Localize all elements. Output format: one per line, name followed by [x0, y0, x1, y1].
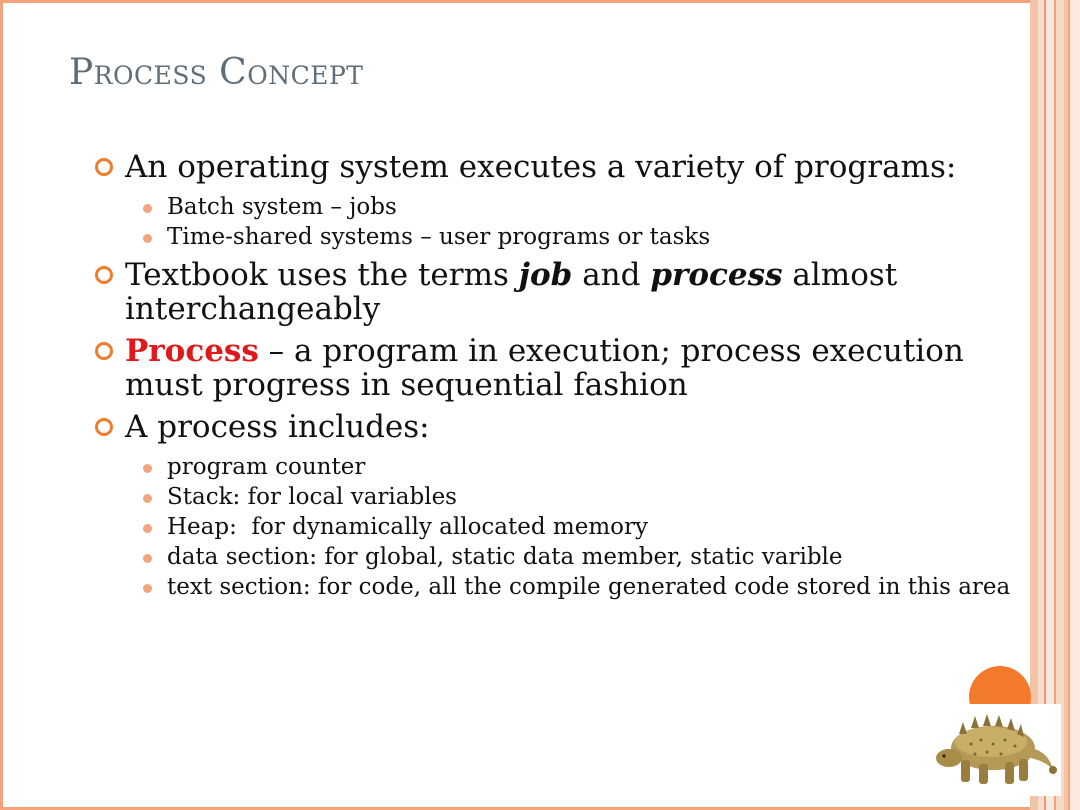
bullet-item: [95, 258, 1015, 326]
dot-bullet-icon: [143, 524, 152, 533]
sub-bullet-item: [95, 192, 1015, 222]
bullet-item: [95, 410, 1015, 444]
sub-bullet-item: [95, 452, 1015, 482]
sub-bullet-text: Stack: for local variables: [167, 484, 457, 510]
bullet-group-4: [95, 410, 1015, 602]
sub-bullet-item: [95, 512, 1015, 542]
dot-bullet-icon: [143, 464, 152, 473]
dinosaur-icon: [931, 704, 1061, 796]
bullet-text: A process includes:: [125, 409, 430, 445]
dot-bullet-icon: [143, 494, 152, 503]
ring-bullet-icon: [95, 266, 113, 284]
slide-title: Process Concept: [69, 52, 364, 93]
sub-bullet-item: [95, 542, 1015, 572]
dot-bullet-icon: [143, 554, 152, 563]
sub-bullet-text: Time-shared systems – user programs or tasks: [167, 224, 711, 250]
ring-bullet-icon: [95, 418, 113, 436]
term-job: job: [518, 257, 573, 293]
ring-bullet-icon: [95, 158, 113, 176]
bullet-text-part: Textbook uses the terms: [125, 257, 519, 293]
bullet-group-1: [95, 150, 1015, 252]
sub-bullet-text: data section: for global, static data member, static varible: [167, 544, 843, 570]
bullet-list: [95, 150, 1015, 608]
highlight-process: Process: [125, 333, 259, 369]
dot-bullet-icon: [143, 204, 152, 213]
bullet-text-part: – a program in execution; process execution must progress in sequential fashion: [125, 333, 964, 403]
bullet-item: [95, 334, 1015, 402]
bullet-text-part: and: [572, 257, 651, 293]
top-rule: [3, 0, 1080, 3]
sub-bullet-text: Batch system – jobs: [167, 194, 397, 220]
decorative-stripes: [1030, 0, 1080, 810]
bullet-group-3: [95, 334, 1015, 402]
ring-bullet-icon: [95, 342, 113, 360]
bullet-group-2: [95, 258, 1015, 326]
sub-bullet-text: Heap: for dynamically allocated memory: [167, 514, 648, 540]
bullet-text: An operating system executes a variety of programs:: [125, 149, 957, 185]
dot-bullet-icon: [143, 234, 152, 243]
dot-bullet-icon: [143, 584, 152, 593]
sub-bullet-item: [95, 572, 1015, 602]
sub-bullet-text: text section: for code, all the compile generated code stored in this area: [167, 574, 1011, 600]
sub-bullet-item: [95, 482, 1015, 512]
term-process: process: [650, 257, 783, 293]
sub-bullet-text: program counter: [167, 454, 366, 480]
sub-bullet-item: [95, 222, 1015, 252]
bullet-text-part: almost interchangeably: [125, 257, 898, 327]
bullet-item: [95, 150, 1015, 184]
